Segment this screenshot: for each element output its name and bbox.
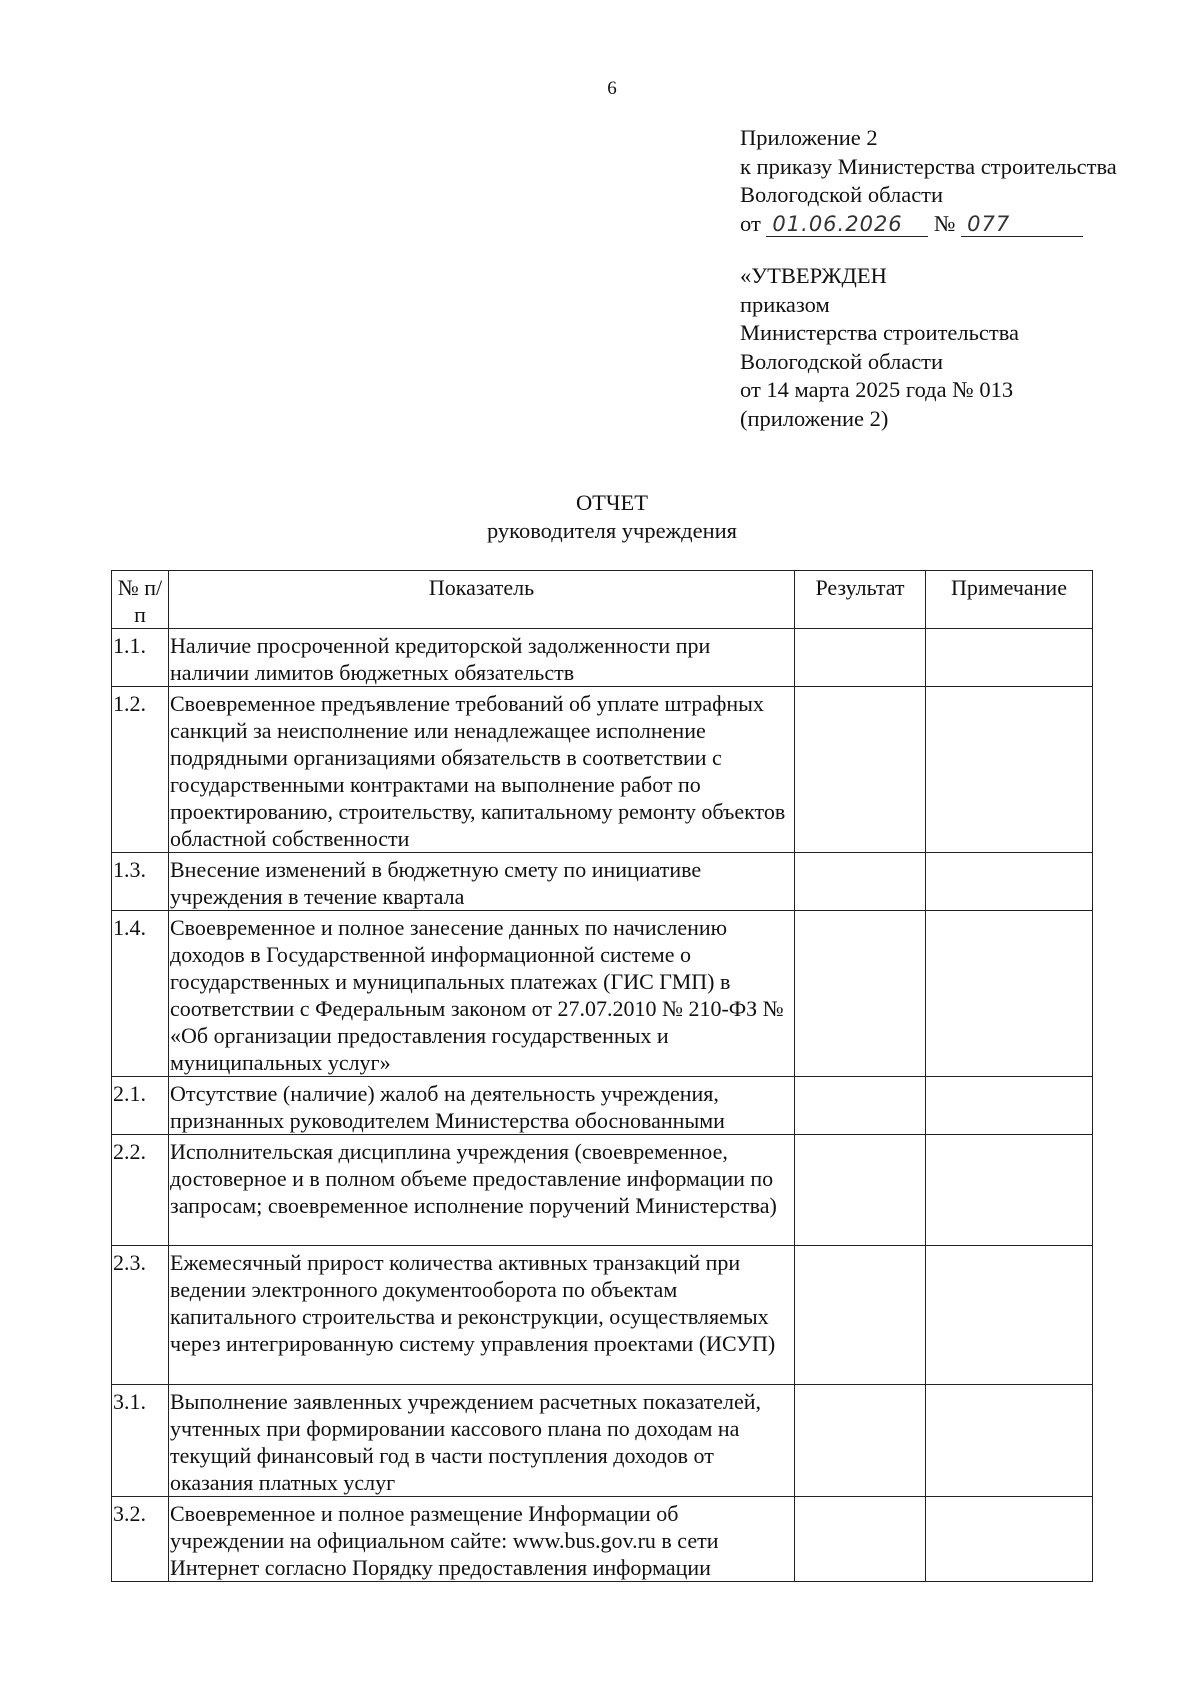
approved-line-6: (приложение 2) bbox=[740, 405, 889, 431]
report-subtitle: руководителя учреждения bbox=[486, 518, 738, 543]
table-row bbox=[112, 1077, 1093, 1135]
table-row bbox=[112, 687, 1093, 853]
row-num: 1.1. bbox=[112, 629, 169, 687]
row-note-cell[interactable] bbox=[926, 629, 1093, 687]
row-note-cell[interactable] bbox=[926, 1385, 1093, 1497]
report-table bbox=[111, 570, 1093, 1582]
report-title: ОТЧЕТ bbox=[575, 490, 649, 515]
approved-block bbox=[740, 262, 1019, 433]
row-indicator: Ежемесячный прирост количества активных транзакций при ведении электронного документооборота по объектам капитального строительства и реконструкции, осуществляемых через интегрированную систему управления проектами (ИСУП) bbox=[169, 1246, 795, 1385]
handwritten-date: 01.06.2026 bbox=[766, 212, 928, 237]
row-result-cell[interactable] bbox=[795, 687, 926, 853]
approved-line-2: приказом bbox=[740, 291, 830, 317]
appendix-line-date bbox=[740, 210, 1117, 239]
row-indicator: Своевременное и полное размещение Информации об учреждении на официальном сайте: www.bus.gov.ru в сети Интернет согласно Порядку предоставления информации bbox=[169, 1497, 795, 1582]
row-result-cell[interactable] bbox=[795, 1497, 926, 1582]
approved-line-3: Министерства строительства bbox=[740, 320, 1020, 345]
appendix-line-3: Вологодской области bbox=[740, 182, 944, 207]
table-row bbox=[112, 1385, 1093, 1497]
row-result-cell[interactable] bbox=[795, 911, 926, 1077]
row-result-cell[interactable] bbox=[795, 1246, 926, 1385]
header-note: Примечание bbox=[926, 571, 1093, 629]
row-indicator: Внесение изменений в бюджетную смету по инициативе учреждения в течение квартала bbox=[169, 853, 795, 911]
row-note-cell[interactable] bbox=[926, 1135, 1093, 1246]
row-num: 2.3. bbox=[112, 1246, 169, 1385]
row-note-cell[interactable] bbox=[926, 687, 1093, 853]
row-indicator: Своевременное предъявление требований об уплате штрафных санкций за неисполнение или ненадлежащее исполнение подрядными организациями обязательств в соответствии с государственными контрактами на выполнение работ по проектированию, строительству, капитальному ремонту объектов областной собственности bbox=[169, 687, 795, 853]
row-result-cell[interactable] bbox=[795, 1135, 926, 1246]
table-row bbox=[112, 911, 1093, 1077]
row-result-cell[interactable] bbox=[795, 853, 926, 911]
table-row bbox=[112, 629, 1093, 687]
row-note-cell[interactable] bbox=[926, 1497, 1093, 1582]
approved-line-5: от 14 марта 2025 года № 013 bbox=[740, 377, 1014, 402]
row-num: 2.2. bbox=[112, 1135, 169, 1246]
number-label: № bbox=[934, 210, 956, 236]
row-indicator: Отсутствие (наличие) жалоб на деятельность учреждения, признанных руководителем Министерства обоснованными bbox=[169, 1077, 795, 1135]
header-result: Результат bbox=[795, 571, 926, 629]
row-num: 1.3. bbox=[112, 853, 169, 911]
row-note-cell[interactable] bbox=[926, 1246, 1093, 1385]
table-row bbox=[112, 1246, 1093, 1385]
table-header-row bbox=[112, 571, 1093, 629]
row-result-cell[interactable] bbox=[795, 1385, 926, 1497]
from-label: от bbox=[740, 210, 761, 236]
row-result-cell[interactable] bbox=[795, 1077, 926, 1135]
approved-line-1: «УТВЕРЖДЕН bbox=[740, 263, 887, 288]
table-row bbox=[112, 853, 1093, 911]
appendix-block bbox=[740, 124, 1117, 238]
row-note-cell[interactable] bbox=[926, 1077, 1093, 1135]
appendix-line-2: к приказу Министерства строительства bbox=[740, 153, 1117, 179]
row-indicator: Исполнительская дисциплина учреждения (своевременное, достоверное и в полном объеме предоставление информации по запросам; своевременное исполнение поручений Министерства) bbox=[169, 1135, 795, 1246]
row-note-cell[interactable] bbox=[926, 853, 1093, 911]
row-num: 3.2. bbox=[112, 1497, 169, 1582]
row-num: 3.1. bbox=[112, 1385, 169, 1497]
appendix-line-1: Приложение 2 bbox=[740, 125, 878, 150]
row-indicator: Выполнение заявленных учреждением расчетных показателей, учтенных при формировании кассового плана по доходам на текущий финансовый год в части поступления доходов от оказания платных услуг bbox=[169, 1385, 795, 1497]
table-row bbox=[112, 1135, 1093, 1246]
table-row bbox=[112, 1497, 1093, 1582]
row-indicator: Своевременное и полное занесение данных по начислению доходов в Государственной информационной системе о государственных и муниципальных платежах (ГИС ГМП) в соответствии с Федеральным законом от 27.07.2010 № 210-ФЗ № «Об организации предоставления государственных и муниципальных услуг» bbox=[169, 911, 795, 1077]
header-indicator: Показатель bbox=[169, 571, 795, 629]
handwritten-number: 077 bbox=[961, 212, 1083, 237]
row-num: 2.1. bbox=[112, 1077, 169, 1135]
row-result-cell[interactable] bbox=[795, 629, 926, 687]
row-indicator: Наличие просроченной кредиторской задолженности при наличии лимитов бюджетных обязательств bbox=[169, 629, 795, 687]
row-num: 1.4. bbox=[112, 911, 169, 1077]
approved-line-4: Вологодской области bbox=[740, 348, 944, 374]
header-num: № п/п bbox=[112, 571, 169, 629]
page-number: 6 bbox=[607, 78, 617, 99]
row-num: 1.2. bbox=[112, 687, 169, 853]
row-note-cell[interactable] bbox=[926, 911, 1093, 1077]
